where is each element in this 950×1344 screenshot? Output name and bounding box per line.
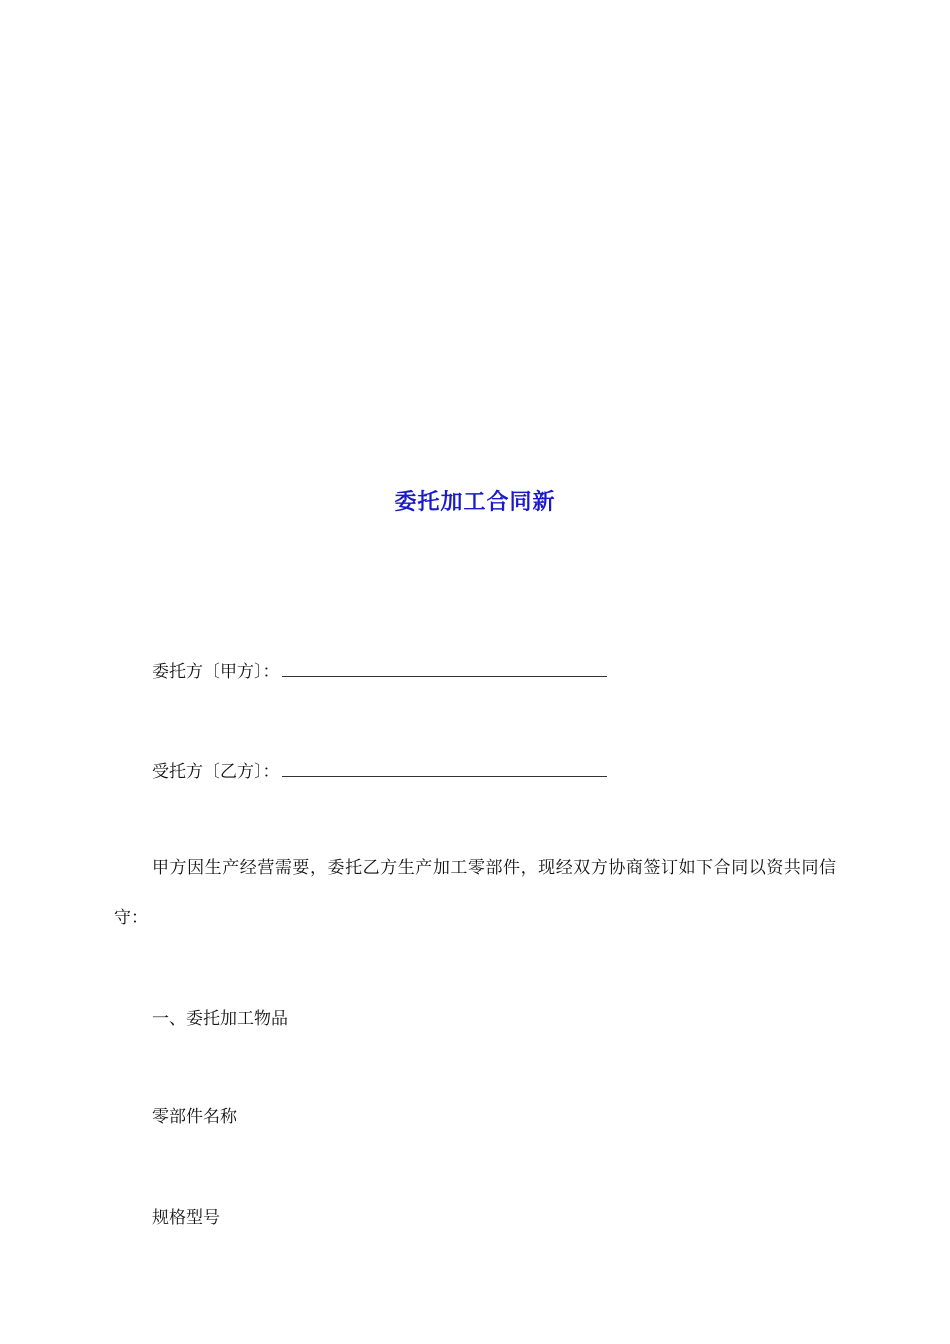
party-a-label: 委托方〔甲方〕： <box>152 662 280 682</box>
party-a-blank-field[interactable] <box>282 658 607 677</box>
party-b-line <box>152 758 607 784</box>
spec-model-label: 规格型号 <box>152 1208 220 1228</box>
party-b-label: 受托方〔乙方〕： <box>152 762 280 782</box>
party-b-blank-field[interactable] <box>282 758 607 777</box>
party-a-line <box>152 658 607 684</box>
intro-paragraph: 甲方因生产经营需要，委托乙方生产加工零部件，现经双方协商签订如下合同以资共同信守： <box>114 858 836 928</box>
section-heading-1: 一、委托加工物品 <box>152 1009 288 1029</box>
document-title: 委托加工合同新 <box>394 490 556 515</box>
part-name-label: 零部件名称 <box>152 1107 237 1127</box>
